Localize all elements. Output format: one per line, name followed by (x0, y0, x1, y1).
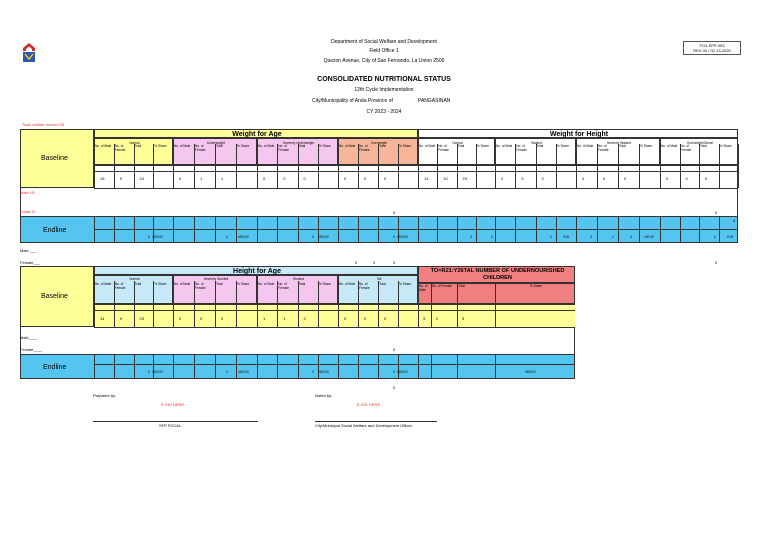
top-endline-wfh-v2: 0 (550, 235, 552, 239)
top-subcol-label: Total (134, 144, 142, 148)
top-subcol-label: No. of Female (438, 144, 449, 152)
wfa-group-normal-label: Normal (129, 141, 140, 145)
bottom-subcol-label: No. of Female (114, 282, 126, 290)
bottom-endline-divider (318, 354, 319, 379)
top-subcol-label: Total (536, 144, 544, 148)
top-subcol-divider (134, 144, 135, 188)
top-subcol-label: % Share (154, 144, 167, 148)
top-male-note: Male 15: (20, 190, 36, 195)
top-endline-wfh-v1: 0 (491, 235, 493, 239)
wfa-group-underweight-label: Underweight (207, 141, 225, 145)
top-baseline-value: 1 (200, 176, 203, 181)
undernourished-subcol-divider (457, 283, 458, 327)
bottom-baseline-value: 1 (283, 316, 286, 321)
bottom-baseline-value: 0 (221, 316, 224, 321)
undernourished-subcol-label: No. of Male (419, 284, 428, 292)
bottom-endline-divider (338, 354, 339, 379)
top-subcol-label: No. of Male (577, 144, 594, 148)
bottom-male-note: Male____ (20, 335, 38, 340)
top-baseline-value: 9 (119, 176, 122, 181)
top-subcol-label: % Share (476, 144, 489, 148)
top-subcol-divider (173, 144, 174, 188)
top-subcol-label: No. of Female (516, 144, 527, 152)
top-row-divider (94, 165, 738, 166)
top-baseline-value: 0 (263, 176, 266, 181)
top-baseline-value: 15 (100, 176, 105, 181)
signature-line-right (315, 421, 437, 422)
top-subcol-label: No. of Female (278, 144, 289, 152)
bottom-female-note: Female____ (20, 347, 43, 352)
left-role: SFP FOCAL (159, 423, 182, 428)
bottom-row-divider (94, 310, 575, 311)
bottom-subcol-label: No. of Male (339, 282, 356, 286)
bottom-endline-divider (298, 354, 299, 379)
wfh-group-wasted-label: Wasted (531, 141, 542, 145)
bottom-baseline-value: 0 (384, 316, 387, 321)
top-endline-v6: 0 (393, 235, 395, 239)
undernourished-subcol-label: % Share (529, 284, 543, 288)
bottom-subcol-label: No. of Male (258, 282, 275, 286)
right-role: City/Municipal Social Welfare and Development Officer (315, 423, 413, 428)
top-baseline-row (94, 165, 738, 189)
wfh-group-overweight-label: Overweight/Obese (686, 141, 714, 145)
year-label: CY 2023 - 2024 (366, 109, 402, 115)
bottom-endline-v8: #DIV/0! (525, 370, 536, 374)
bottom-subcol-label: % Share (154, 282, 167, 286)
top-subcol-label: No. of Male (419, 144, 436, 148)
bottom-endline-divider (358, 354, 359, 379)
bottom-subcol-label: No. of Female (195, 282, 206, 290)
baseline-label: Baseline (41, 155, 68, 162)
top-subcol-label: No. of Male (258, 144, 275, 148)
top-endline-v3: #DIV/0! (238, 235, 249, 239)
esig-right: E-SIG HERE (357, 402, 381, 407)
bottom-row-divider (94, 304, 575, 305)
undernourished-baseline-value: 3 (423, 316, 426, 321)
bottom-baseline-value: 23 (139, 316, 144, 321)
bottom-subcol-label: Total (298, 282, 306, 286)
top-baseline-value: 2 (501, 176, 504, 181)
bottom-subcol-label: No. of Female (278, 282, 289, 290)
top-subcol-label: No. of Male (496, 144, 513, 148)
top-subcol-divider (738, 144, 739, 188)
top-female-note: Female 10: (20, 210, 36, 214)
prepared-by-label: Prepared by: (93, 393, 116, 398)
location-prefix: City/Municipality of Anda Province of (312, 98, 393, 104)
top-subcol-divider (476, 144, 477, 188)
top-subcol-divider (719, 144, 720, 188)
hfa-group-tall-label: Tall (376, 277, 382, 281)
bottom-endline-divider (257, 354, 258, 379)
top-subcol-label: No. of Female (195, 144, 206, 152)
top-subcol-label: No. of Female (680, 144, 692, 152)
top-baseline-value: 0 (384, 176, 387, 181)
bottom-subcol-label: No. of Male (95, 282, 112, 286)
wfa-title-bar (94, 129, 418, 138)
top-baseline-value: 0 (303, 176, 306, 181)
bottom-subcol-label: % Share (237, 282, 250, 286)
wfa-group-severely-underweight-label: Severely Underweight (282, 141, 315, 145)
bottom-subcol-label: No. of Female (359, 282, 370, 290)
baseline-cell (20, 129, 94, 188)
hfa-title-bar (94, 266, 418, 275)
bottom-baseline-value: 0 (200, 316, 203, 321)
top-endline-v0: 0 (148, 235, 150, 239)
top-endline-wfh-v8: 0 (714, 235, 716, 239)
bottom-endline-divider (236, 354, 237, 379)
wfh-group-normal-label: Normal (452, 141, 463, 145)
top-baseline-value: 0 (344, 176, 347, 181)
bottom-below-zero: 0 (393, 385, 396, 390)
bottom-baseline-label: Baseline (41, 293, 68, 300)
bottom-baseline-value: 14 (100, 316, 105, 321)
top-baseline-value: 0 (666, 176, 669, 181)
top-subcol-divider (318, 144, 319, 188)
bottom-baseline-value: 9 (119, 316, 122, 321)
top-endline-v5: #DIV/0! (318, 235, 329, 239)
hfa-group-severely-stunted-label: Severely Stunted (203, 277, 229, 281)
bottom-subcol-label: Total (134, 282, 142, 286)
top-endline-v2: 0 (226, 235, 228, 239)
top-subcol-divider (495, 144, 496, 188)
form-code-box (683, 41, 741, 55)
top-subcol-label: Total (379, 144, 386, 148)
bottom-endline-divider (277, 354, 278, 379)
top-endline-top-right: 4 (733, 218, 736, 223)
top-subcol-divider (618, 144, 619, 188)
noted-by-label: Noted by: (315, 393, 333, 398)
top-subcol-divider (536, 144, 537, 188)
top-subcol-label: % Share (556, 144, 569, 148)
top-subcol-label: % Share (399, 144, 412, 148)
top-baseline-value: 0 (705, 176, 708, 181)
bottom-subcol-label: No. of Male (174, 282, 191, 286)
top-subcol-divider (398, 144, 399, 188)
bottom-endline-v7: #DIV/0! (397, 370, 408, 374)
bottom-endline-divider (134, 354, 135, 379)
between-zero-1: 0 (355, 260, 358, 265)
bottom-baseline-value: 0 (179, 316, 182, 321)
top-subcol-divider (236, 144, 237, 188)
undernourished-subcol-label: No. of Female (432, 284, 453, 288)
top-baseline-value: 0 (179, 176, 182, 181)
bottom-endline-label: Endline (43, 364, 67, 371)
top-endline-wfh-v0: 3 (470, 235, 472, 239)
top-baseline-value: 2 (541, 176, 544, 181)
report-title: CONSOLIDATED NUTRITIONAL STATUS (317, 76, 451, 83)
form-revision: REV 00 / 02-13-2020 (693, 48, 731, 53)
top-endline-row-divider (94, 229, 738, 230)
top-subcol-divider (94, 144, 95, 188)
top-subcol-divider (153, 144, 154, 188)
top-endline-wfh-v3: 0.00 (563, 235, 570, 239)
bottom-endline-divider (378, 354, 379, 379)
bottom-subcol-label: % Share (399, 282, 412, 286)
cycle-label: 12th Cycle Implementation (354, 87, 414, 93)
top-subcol-label: Total (700, 144, 707, 148)
wfh-title-bar (418, 129, 738, 138)
top-subcol-label: Total (457, 144, 465, 148)
undernourished-subcol-label: Total (458, 284, 465, 288)
bottom-endline-divider (431, 354, 432, 379)
department-name: Department of Social Welfare and Development (331, 39, 437, 45)
bottom-endline-divider (398, 354, 399, 379)
top-subcol-label: % Share (640, 144, 653, 148)
top-subcol-divider (660, 144, 661, 188)
bottom-endline-divider (173, 354, 174, 379)
bottom-endline-divider (418, 354, 419, 379)
top-mid-zero-left: 0 (393, 210, 396, 215)
top-subcol-label: No. of Male (95, 144, 112, 148)
office-address: Quezon Avenue, City of San Fernando, La Union 2500 (323, 58, 445, 64)
wfh-group-severely-wasted-label: Severely Wasted (607, 141, 631, 145)
top-endline-wfh-v9: 0.00 (727, 235, 734, 239)
top-subcol-divider (576, 144, 577, 188)
top-baseline-value: 0 (283, 176, 286, 181)
top-subcol-label: No. of Female (598, 144, 609, 152)
top-subcol-label: % Share (318, 144, 331, 148)
top-subcol-divider (215, 144, 216, 188)
top-baseline-value: 1 (221, 176, 224, 181)
top-baseline-value: 0 (364, 176, 367, 181)
top-subcol-divider (556, 144, 557, 188)
top-subcol-divider (338, 144, 339, 188)
top-baseline-value: 0 (624, 176, 627, 181)
total-children-served: Total children served 25 (22, 122, 65, 127)
bottom-endline-v3: #DIV/0! (238, 370, 249, 374)
top-row-divider (94, 171, 738, 172)
dswd-logo (22, 42, 36, 64)
hfa-group-normal-label: Normal (129, 277, 140, 281)
undernourished-baseline-value: 5 (462, 316, 465, 321)
bottom-subcol-label: Total (216, 282, 223, 286)
bottom-endline-divider (194, 354, 195, 379)
top-subcol-label: Total (298, 144, 306, 148)
top-subcol-label: % Share (237, 144, 250, 148)
top-endline-v7: #DIV/0! (397, 235, 408, 239)
between-male: Male ___ (20, 248, 37, 253)
top-subcol-label: % Share (719, 144, 732, 148)
bottom-endline-v6: 0 (393, 370, 395, 374)
top-baseline-value: 0 (521, 176, 524, 181)
bottom-endline-v0: 0 (148, 370, 150, 374)
top-subcol-label: Total (619, 144, 626, 148)
bottom-endline-divider (457, 354, 458, 379)
hfa-title: Height for Age (233, 268, 281, 275)
field-office: Field Office 1 (369, 48, 399, 54)
bottom-endline-divider (215, 354, 216, 379)
top-subcol-label: No. of Male (174, 144, 191, 148)
top-subcol-label: Total (216, 144, 223, 148)
bottom-endline-v1: #DIV/0! (152, 370, 163, 374)
top-endline-wfh-v4: 3 (590, 235, 592, 239)
top-baseline-value: 24 (139, 176, 144, 181)
top-baseline-value: 0 (582, 176, 585, 181)
wfa-title: Weight for Age (232, 131, 282, 138)
undernourished-subcol-divider (495, 283, 496, 327)
bottom-endline-divider (94, 354, 95, 379)
bottom-baseline-row (94, 304, 575, 328)
top-subcol-divider (298, 144, 299, 188)
wfa-group-overweight-label: Overweight (370, 141, 388, 145)
top-endline-wfh-v5: 1 (612, 235, 614, 239)
form-code: FO1-SFP-003 (699, 43, 725, 48)
bottom-endline-divider (114, 354, 115, 379)
bottom-endline-divider (495, 354, 496, 379)
wfh-title: Weight for Height (549, 131, 609, 138)
between-right-zero: 0 (715, 260, 718, 265)
top-subcol-divider (257, 144, 258, 188)
between-zero-2: 0 (373, 260, 376, 265)
top-subcol-divider (699, 144, 700, 188)
bottom-mid-zero: 0 (393, 347, 396, 352)
top-endline-wfh-v6: 4 (630, 235, 632, 239)
top-subcol-label: No. of Female (114, 144, 126, 152)
top-endline-wfh-v7: 100.00 (644, 235, 654, 239)
top-subcol-label: No. of Male (339, 144, 356, 148)
bottom-baseline-value: 0 (344, 316, 347, 321)
hfa-group-stunted-label: Stunted (293, 277, 304, 281)
esig-left: E-SIG HERE (161, 402, 185, 407)
top-endline-v1: #DIV/0! (152, 235, 163, 239)
undernourished-subcol-divider (431, 283, 432, 327)
top-subcol-label: No. of Male (661, 144, 678, 148)
between-zero-3: 0 (393, 260, 396, 265)
bottom-endline-v4: 0 (312, 370, 314, 374)
undernourished-baseline-value: 2 (436, 316, 439, 321)
bottom-baseline-cell (20, 266, 94, 327)
top-baseline-value: 23 (462, 176, 467, 181)
province-value: PANGASINAN (418, 98, 451, 104)
undernourished-title-bar (418, 266, 575, 283)
top-baseline-value: 0 (685, 176, 688, 181)
top-mid-zero-right: 0 (715, 210, 718, 215)
top-subcol-label: No. of Female (359, 144, 370, 152)
bottom-endline-v5: #DIV/0! (318, 370, 329, 374)
signature-line-left (93, 421, 258, 422)
top-subcol-divider (639, 144, 640, 188)
top-baseline-value: 0 (603, 176, 606, 181)
bottom-baseline-value: 0 (364, 316, 367, 321)
top-endline-v4: 0 (312, 235, 314, 239)
bottom-subcol-label: Total (379, 282, 386, 286)
bottom-endline-row-divider (94, 364, 575, 365)
top-subcol-divider (418, 144, 419, 188)
undernourished-title: TO=R21:Y26TAL NUMBER OF UNDERNOURISHED CHILDREN (430, 268, 565, 281)
top-baseline-value: 13 (424, 176, 429, 181)
bottom-baseline-value: 2 (303, 316, 306, 321)
bottom-baseline-value: 1 (263, 316, 266, 321)
bottom-endline-v2: 0 (226, 370, 228, 374)
top-subcol-divider (457, 144, 458, 188)
bottom-subcol-label: % Share (318, 282, 331, 286)
bottom-endline-divider (153, 354, 154, 379)
top-subcol-divider (378, 144, 379, 188)
top-endline-label: Endline (43, 227, 67, 234)
top-baseline-value: 10 (443, 176, 448, 181)
between-female: Female___ (20, 260, 41, 265)
